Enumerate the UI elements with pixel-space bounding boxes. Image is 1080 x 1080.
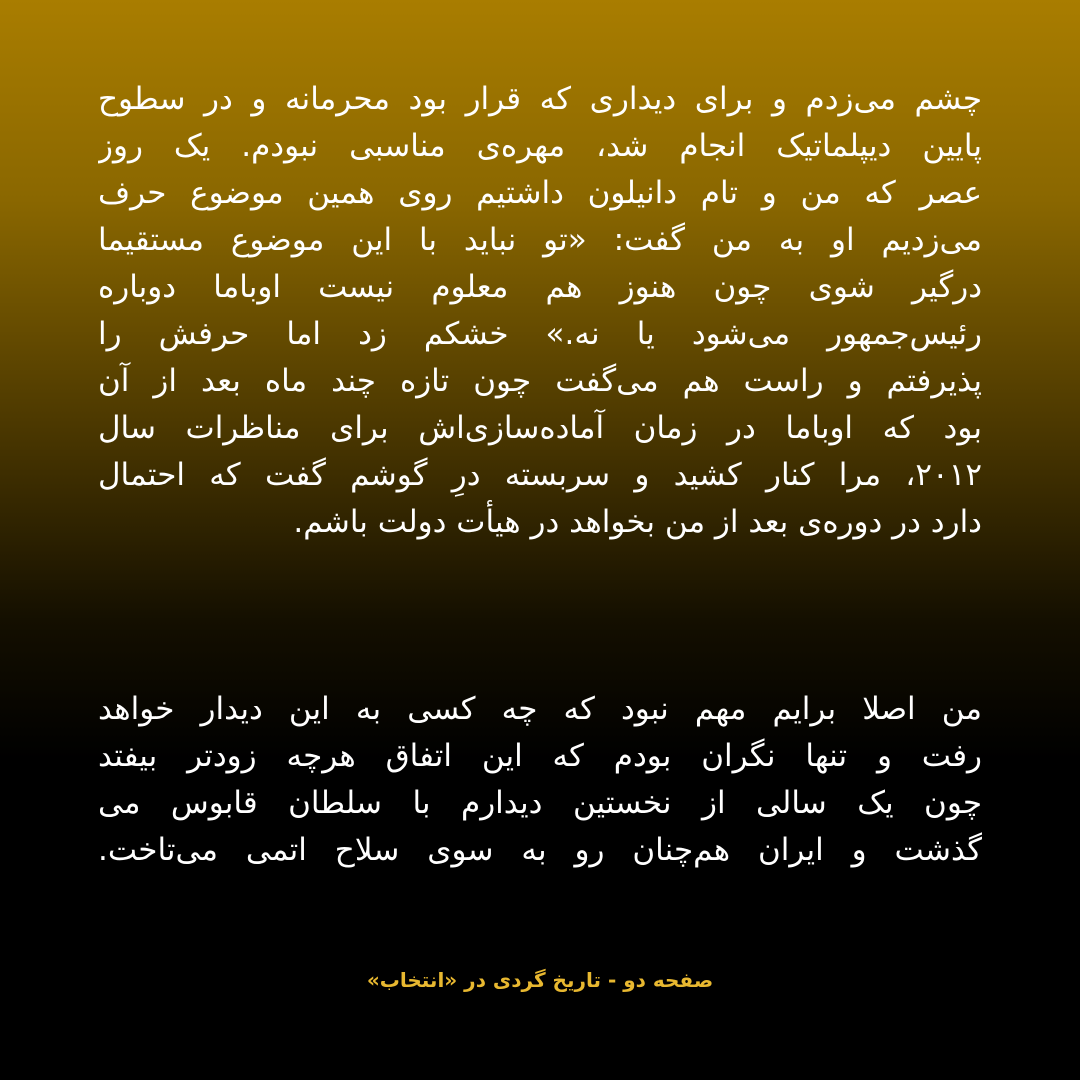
text-line: گذشت و ایران هم‌چنان رو به سوی سلاح اتمی می‌تاخت. <box>98 832 982 868</box>
text-line: پذیرفتم و راست هم می‌گفت چون تازه چند ماه بعد از آن <box>98 363 982 399</box>
paragraph-2 <box>98 686 982 874</box>
paragraph-1 <box>98 76 982 546</box>
text-line: عصر که من و تام دانیلون داشتیم روی همین موضوع حرف <box>98 175 982 211</box>
text-line: می‌زدیم او به من گفت: «تو نباید با این موضوع مستقیما <box>98 222 982 258</box>
text-line: درگیر شوی چون هنوز هم معلوم نیست اوباما دوباره <box>98 269 982 305</box>
footer-caption: صفحه دو - تاریخ گردی در «انتخاب» <box>366 968 714 992</box>
text-line: چشم می‌زدم و برای دیداری که قرار بود محرمانه و در سطوح <box>98 81 982 117</box>
text-line: پایین دیپلماتیک انجام شد، مهره‌ی مناسبی نبودم. یک روز <box>98 128 982 164</box>
text-line: من اصلا برایم مهم نبود که چه کسی به این دیدار خواهد <box>98 691 982 727</box>
text-line: ۲۰۱۲، مرا کنار کشید و سربسته درِ گوشم گفت که احتمال <box>98 457 982 493</box>
text-line: رفت و تنها نگران بودم که این اتفاق هرچه زودتر بیفتد <box>98 738 982 774</box>
text-line: رئیس‌جمهور می‌شود یا نه.» خشکم زد اما حرفش را <box>98 316 982 352</box>
text-line: چون یک سالی از نخستین دیدارم با سلطان قابوس می <box>98 785 982 821</box>
text-line: دارد در دوره‌ی بعد از من بخواهد در هیأت دولت باشم. <box>293 504 982 540</box>
text-line: بود که اوباما در زمان آماده‌سازی‌اش برای مناظرات سال <box>98 410 982 446</box>
